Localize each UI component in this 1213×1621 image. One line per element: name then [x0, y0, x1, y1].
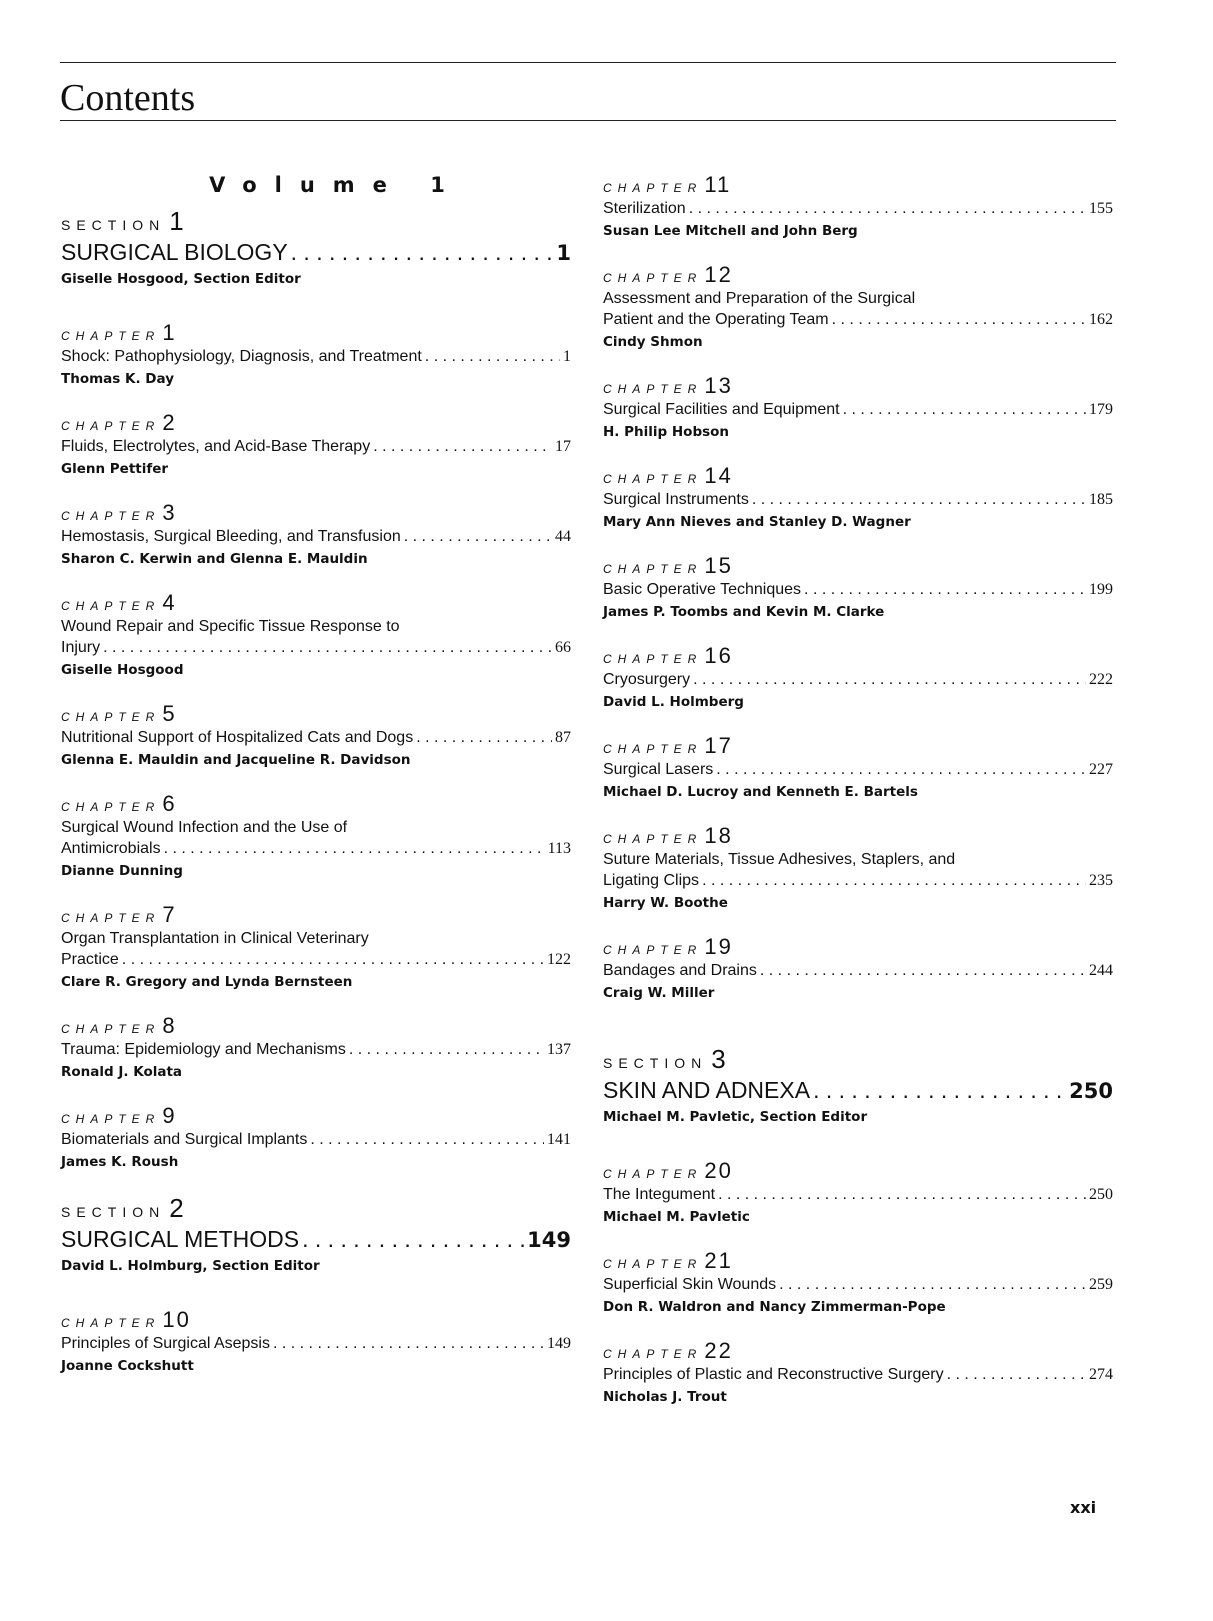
dot-leader	[164, 838, 545, 860]
chapter-label	[61, 1307, 571, 1333]
chapter-label	[603, 1338, 1113, 1364]
chapter-page: 227	[1089, 761, 1113, 778]
chapter-page: 44	[555, 528, 571, 545]
chapter-title: Cryosurgery	[603, 671, 691, 688]
chapter-title: Bandages and Drains	[603, 962, 757, 979]
chapter-number: 9	[162, 1103, 177, 1128]
chapter-word: CHAPTER	[603, 652, 703, 666]
chapter-number: 13	[704, 373, 733, 398]
chapter-entry	[61, 500, 571, 570]
chapter-author: Cindy Shmon	[603, 334, 703, 350]
chapter-title-row[interactable]	[603, 669, 1113, 691]
chapter-entry	[603, 463, 1113, 533]
chapter-author: James K. Roush	[61, 1154, 179, 1170]
chapter-label	[61, 791, 571, 817]
chapter-page: 244	[1089, 962, 1113, 979]
chapter-entry	[61, 320, 571, 390]
section-number: 1	[169, 206, 184, 236]
chapter-number: 22	[704, 1338, 733, 1363]
chapter-entry	[61, 701, 571, 771]
chapter-word: CHAPTER	[61, 329, 161, 343]
chapter-word: CHAPTER	[61, 1022, 161, 1036]
chapter-label	[61, 590, 571, 616]
chapter-number: 10	[162, 1307, 191, 1332]
section-editor: David L. Holmburg, Section Editor	[61, 1258, 320, 1274]
chapter-word: CHAPTER	[603, 472, 703, 486]
section-title-row[interactable]	[61, 236, 571, 268]
chapter-title: Shock: Pathophysiology, Diagnosis, and Treatment	[61, 348, 422, 365]
chapter-word: CHAPTER	[603, 271, 703, 285]
chapter-label	[61, 1103, 571, 1129]
chapter-word: CHAPTER	[61, 419, 161, 433]
chapter-label	[61, 1013, 571, 1039]
section-page: 149	[527, 1228, 571, 1252]
chapter-number: 20	[704, 1158, 733, 1183]
chapter-number: 2	[162, 410, 177, 435]
chapter-word: CHAPTER	[603, 181, 703, 195]
section-title: SKIN AND ADNEXA	[603, 1077, 811, 1103]
chapter-title: Trauma: Epidemiology and Mechanisms	[61, 1041, 346, 1058]
dot-leader	[804, 579, 1086, 601]
chapter-word: CHAPTER	[603, 943, 703, 957]
chapter-word: CHAPTER	[61, 599, 161, 613]
chapter-author: Susan Lee Mitchell and John Berg	[603, 223, 858, 239]
chapter-author: James P. Toombs and Kevin M. Clarke	[603, 604, 885, 620]
chapter-entry	[61, 590, 571, 681]
section-title-row[interactable]	[603, 1074, 1113, 1106]
section-page: 1	[556, 241, 571, 265]
dot-leader	[122, 949, 544, 971]
chapter-word: CHAPTER	[61, 1112, 161, 1126]
chapter-number: 15	[704, 553, 733, 578]
chapter-title: Fluids, Electrolytes, and Acid-Base Therapy	[61, 438, 371, 455]
chapter-author: Glenn Pettifer	[61, 461, 169, 477]
chapter-entry	[603, 1338, 1113, 1408]
chapter-page: 1	[563, 348, 571, 365]
dot-leader	[843, 399, 1086, 421]
chapter-page: 66	[555, 639, 571, 656]
right-column	[603, 172, 1113, 1428]
chapter-number: 17	[704, 733, 733, 758]
chapter-entry	[603, 172, 1113, 242]
chapter-author: Joanne Cockshutt	[61, 1358, 194, 1374]
chapter-number: 19	[704, 934, 733, 959]
chapter-title: Basic Operative Techniques	[603, 581, 802, 598]
chapter-title-row[interactable]	[603, 198, 1113, 220]
chapter-entry	[603, 733, 1113, 803]
chapter-word: CHAPTER	[61, 911, 161, 925]
chapter-entry	[603, 1248, 1113, 1318]
top-rule	[60, 62, 1116, 63]
chapter-title: Surgical Lasers	[603, 761, 714, 778]
chapter-title-row[interactable]	[603, 870, 1113, 892]
chapter-page: 113	[547, 840, 571, 857]
volume-heading: Volume 1	[209, 173, 463, 197]
chapter-list	[603, 1158, 1113, 1408]
chapter-label	[603, 643, 1113, 669]
chapter-title-line1: Surgical Wound Infection and the Use of	[61, 819, 348, 836]
chapter-label	[603, 733, 1113, 759]
chapter-label	[61, 410, 571, 436]
chapter-title: Principles of Surgical Asepsis	[61, 1335, 270, 1352]
section-number: 2	[169, 1193, 184, 1223]
dot-leader	[273, 1333, 544, 1355]
chapter-title-line1: Suture Materials, Tissue Adhesives, Staplers, and	[603, 851, 956, 868]
chapter-page: 122	[547, 951, 571, 968]
section-1	[61, 206, 571, 290]
chapter-title: Ligating Clips	[603, 872, 700, 889]
dot-leader	[425, 346, 560, 368]
chapter-title-row[interactable]	[61, 1333, 571, 1355]
dot-leader	[349, 1039, 544, 1061]
chapter-page: 162	[1089, 311, 1113, 328]
chapter-number: 4	[162, 590, 177, 615]
chapter-number: 6	[162, 791, 177, 816]
chapter-page: 235	[1089, 872, 1113, 889]
dot-leader	[291, 236, 554, 268]
chapter-title: Principles of Plastic and Reconstructive Surgery	[603, 1366, 944, 1383]
chapter-entry	[61, 1013, 571, 1083]
chapter-author: Craig W. Miller	[603, 985, 715, 1001]
chapter-list	[61, 320, 571, 1173]
chapter-page: 137	[547, 1041, 571, 1058]
chapter-title-row[interactable]	[603, 579, 1113, 601]
chapter-title: Surgical Facilities and Equipment	[603, 401, 840, 418]
chapter-author: Clare R. Gregory and Lynda Bernsteen	[61, 974, 353, 990]
chapter-title: Injury	[61, 639, 101, 656]
chapter-title-row[interactable]	[61, 436, 571, 458]
chapter-title-row[interactable]	[61, 838, 571, 860]
chapter-title-row[interactable]	[603, 399, 1113, 421]
dot-leader	[404, 526, 552, 548]
chapter-word: CHAPTER	[61, 1316, 161, 1330]
chapter-number: 7	[162, 902, 177, 927]
section-editor: Michael M. Pavletic, Section Editor	[603, 1109, 868, 1125]
section-label	[61, 1193, 571, 1223]
chapter-author: Harry W. Boothe	[603, 895, 728, 911]
dot-leader	[373, 436, 552, 458]
chapter-entry	[603, 934, 1113, 1004]
chapter-word: CHAPTER	[61, 710, 161, 724]
chapter-label	[61, 902, 571, 928]
chapter-entry	[61, 902, 571, 993]
chapter-page: 149	[547, 1335, 571, 1352]
chapter-title: Hemostasis, Surgical Bleeding, and Transfusion	[61, 528, 401, 545]
chapter-label	[603, 463, 1113, 489]
chapter-author: Michael D. Lucroy and Kenneth E. Bartels	[603, 784, 918, 800]
chapter-number: 8	[162, 1013, 177, 1038]
chapter-page: 250	[1089, 1186, 1113, 1203]
chapter-title: Practice	[61, 951, 119, 968]
chapter-number: 5	[162, 701, 177, 726]
chapter-author: Nicholas J. Trout	[603, 1389, 727, 1405]
chapter-title-row[interactable]	[61, 637, 571, 659]
chapter-title-row[interactable]	[603, 1274, 1113, 1296]
chapter-label	[603, 553, 1113, 579]
chapter-title: Patient and the Operating Team	[603, 311, 829, 328]
dot-leader	[310, 1129, 544, 1151]
chapter-author: Mary Ann Nieves and Stanley D. Wagner	[603, 514, 911, 530]
chapter-title-line1: Organ Transplantation in Clinical Veterinary	[61, 930, 369, 947]
section-title: SURGICAL METHODS	[61, 1226, 300, 1252]
chapter-number: 18	[704, 823, 733, 848]
section-label	[61, 206, 571, 236]
chapter-author: Don R. Waldron and Nancy Zimmerman-Pope	[603, 1299, 946, 1315]
chapter-page: 259	[1089, 1276, 1113, 1293]
chapter-title-row[interactable]	[603, 960, 1113, 982]
dot-leader	[947, 1364, 1086, 1386]
chapter-page: 199	[1089, 581, 1113, 598]
chapter-entry	[603, 553, 1113, 623]
chapter-list	[603, 172, 1113, 1004]
chapter-title: Sterilization	[603, 200, 686, 217]
chapter-title-row[interactable]	[603, 1184, 1113, 1206]
chapter-number: 3	[162, 500, 177, 525]
chapter-title-row[interactable]	[603, 309, 1113, 331]
dot-leader	[416, 727, 552, 749]
chapter-label	[603, 934, 1113, 960]
page-folio: xxi	[1070, 1498, 1097, 1517]
section-word: SECTION	[603, 1055, 708, 1071]
chapter-entry	[603, 823, 1113, 914]
chapter-title: Biomaterials and Surgical Implants	[61, 1131, 308, 1148]
chapter-entry	[61, 1307, 571, 1377]
chapter-entry	[61, 1103, 571, 1173]
chapter-title-row[interactable]	[61, 1039, 571, 1061]
chapter-title-row[interactable]	[603, 759, 1113, 781]
left-column	[61, 168, 571, 1397]
dot-leader	[832, 309, 1086, 331]
chapter-page: 155	[1089, 200, 1113, 217]
chapter-title: The Integument	[603, 1186, 716, 1203]
chapter-word: CHAPTER	[603, 562, 703, 576]
chapter-word: CHAPTER	[603, 1257, 703, 1271]
chapter-label	[603, 1158, 1113, 1184]
chapter-author: Sharon C. Kerwin and Glenna E. Mauldin	[61, 551, 368, 567]
chapter-number: 1	[162, 320, 177, 345]
chapter-page: 179	[1089, 401, 1113, 418]
chapter-word: CHAPTER	[603, 832, 703, 846]
chapter-author: Michael M. Pavletic	[603, 1209, 750, 1225]
chapter-word: CHAPTER	[603, 382, 703, 396]
chapter-author: Glenna E. Mauldin and Jacqueline R. Davidson	[61, 752, 411, 768]
section-word: SECTION	[61, 217, 166, 233]
chapter-entry	[603, 1158, 1113, 1228]
chapter-number: 12	[704, 262, 733, 287]
section-number: 3	[711, 1044, 726, 1074]
section-editor: Giselle Hosgood, Section Editor	[61, 271, 301, 287]
chapter-number: 16	[704, 643, 733, 668]
section-word: SECTION	[61, 1204, 166, 1220]
chapter-title: Superficial Skin Wounds	[603, 1276, 777, 1293]
chapter-number: 21	[704, 1248, 733, 1273]
chapter-title-row[interactable]	[603, 1364, 1113, 1386]
chapter-label	[603, 823, 1113, 849]
chapter-author: Thomas K. Day	[61, 371, 174, 387]
chapter-page: 222	[1089, 671, 1113, 688]
chapter-author: Giselle Hosgood	[61, 662, 184, 678]
chapter-title: Nutritional Support of Hospitalized Cats and Dogs	[61, 729, 414, 746]
chapter-author: H. Philip Hobson	[603, 424, 730, 440]
section-page: 250	[1069, 1079, 1113, 1103]
dot-leader	[302, 1223, 524, 1255]
chapter-author: Ronald J. Kolata	[61, 1064, 183, 1080]
dot-leader	[693, 669, 1086, 691]
dot-leader	[718, 1184, 1086, 1206]
chapter-title-row[interactable]	[61, 1129, 571, 1151]
chapter-label	[603, 373, 1113, 399]
chapter-title-row[interactable]	[61, 346, 571, 368]
section-label	[603, 1044, 1113, 1074]
chapter-title-row[interactable]	[61, 949, 571, 971]
chapter-author: David L. Holmberg	[603, 694, 744, 710]
title-underline	[60, 120, 1116, 121]
chapter-page: 17	[555, 438, 571, 455]
page-title: Contents	[60, 77, 196, 119]
chapter-word: CHAPTER	[603, 1167, 703, 1181]
chapter-entry	[61, 791, 571, 882]
dot-leader	[813, 1074, 1066, 1106]
chapter-page: 141	[547, 1131, 571, 1148]
dot-leader	[103, 637, 552, 659]
chapter-label	[61, 701, 571, 727]
chapter-title-line1: Wound Repair and Specific Tissue Response to	[61, 618, 400, 635]
chapter-label	[603, 172, 1113, 198]
chapter-label	[61, 320, 571, 346]
chapter-word: CHAPTER	[603, 742, 703, 756]
chapter-number: 11	[704, 172, 732, 197]
chapter-word: CHAPTER	[61, 800, 161, 814]
section-title: SURGICAL BIOLOGY	[61, 239, 288, 265]
chapter-title-row[interactable]	[61, 526, 571, 548]
dot-leader	[689, 198, 1086, 220]
section-3	[603, 1044, 1113, 1128]
chapter-title-row[interactable]	[603, 489, 1113, 511]
chapter-page: 185	[1089, 491, 1113, 508]
chapter-title-line1: Assessment and Preparation of the Surgical	[603, 290, 916, 307]
chapter-label	[603, 262, 1113, 288]
chapter-entry	[61, 410, 571, 480]
chapter-title: Surgical Instruments	[603, 491, 749, 508]
dot-leader	[779, 1274, 1086, 1296]
section-2	[61, 1193, 571, 1277]
dot-leader	[702, 870, 1086, 892]
chapter-title: Antimicrobials	[61, 840, 161, 857]
chapter-word: CHAPTER	[603, 1347, 703, 1361]
chapter-entry	[603, 373, 1113, 443]
chapter-word: CHAPTER	[61, 509, 161, 523]
section-title-row[interactable]	[61, 1223, 571, 1255]
chapter-page: 274	[1089, 1366, 1113, 1383]
dot-leader	[716, 759, 1086, 781]
chapter-title-row[interactable]	[61, 727, 571, 749]
chapter-label	[603, 1248, 1113, 1274]
chapter-entry	[603, 643, 1113, 713]
dot-leader	[760, 960, 1086, 982]
chapter-page: 87	[555, 729, 571, 746]
chapter-entry	[603, 262, 1113, 353]
chapter-list	[61, 1307, 571, 1377]
chapter-author: Dianne Dunning	[61, 863, 183, 879]
chapter-number: 14	[704, 463, 733, 488]
dot-leader	[752, 489, 1086, 511]
chapter-label	[61, 500, 571, 526]
